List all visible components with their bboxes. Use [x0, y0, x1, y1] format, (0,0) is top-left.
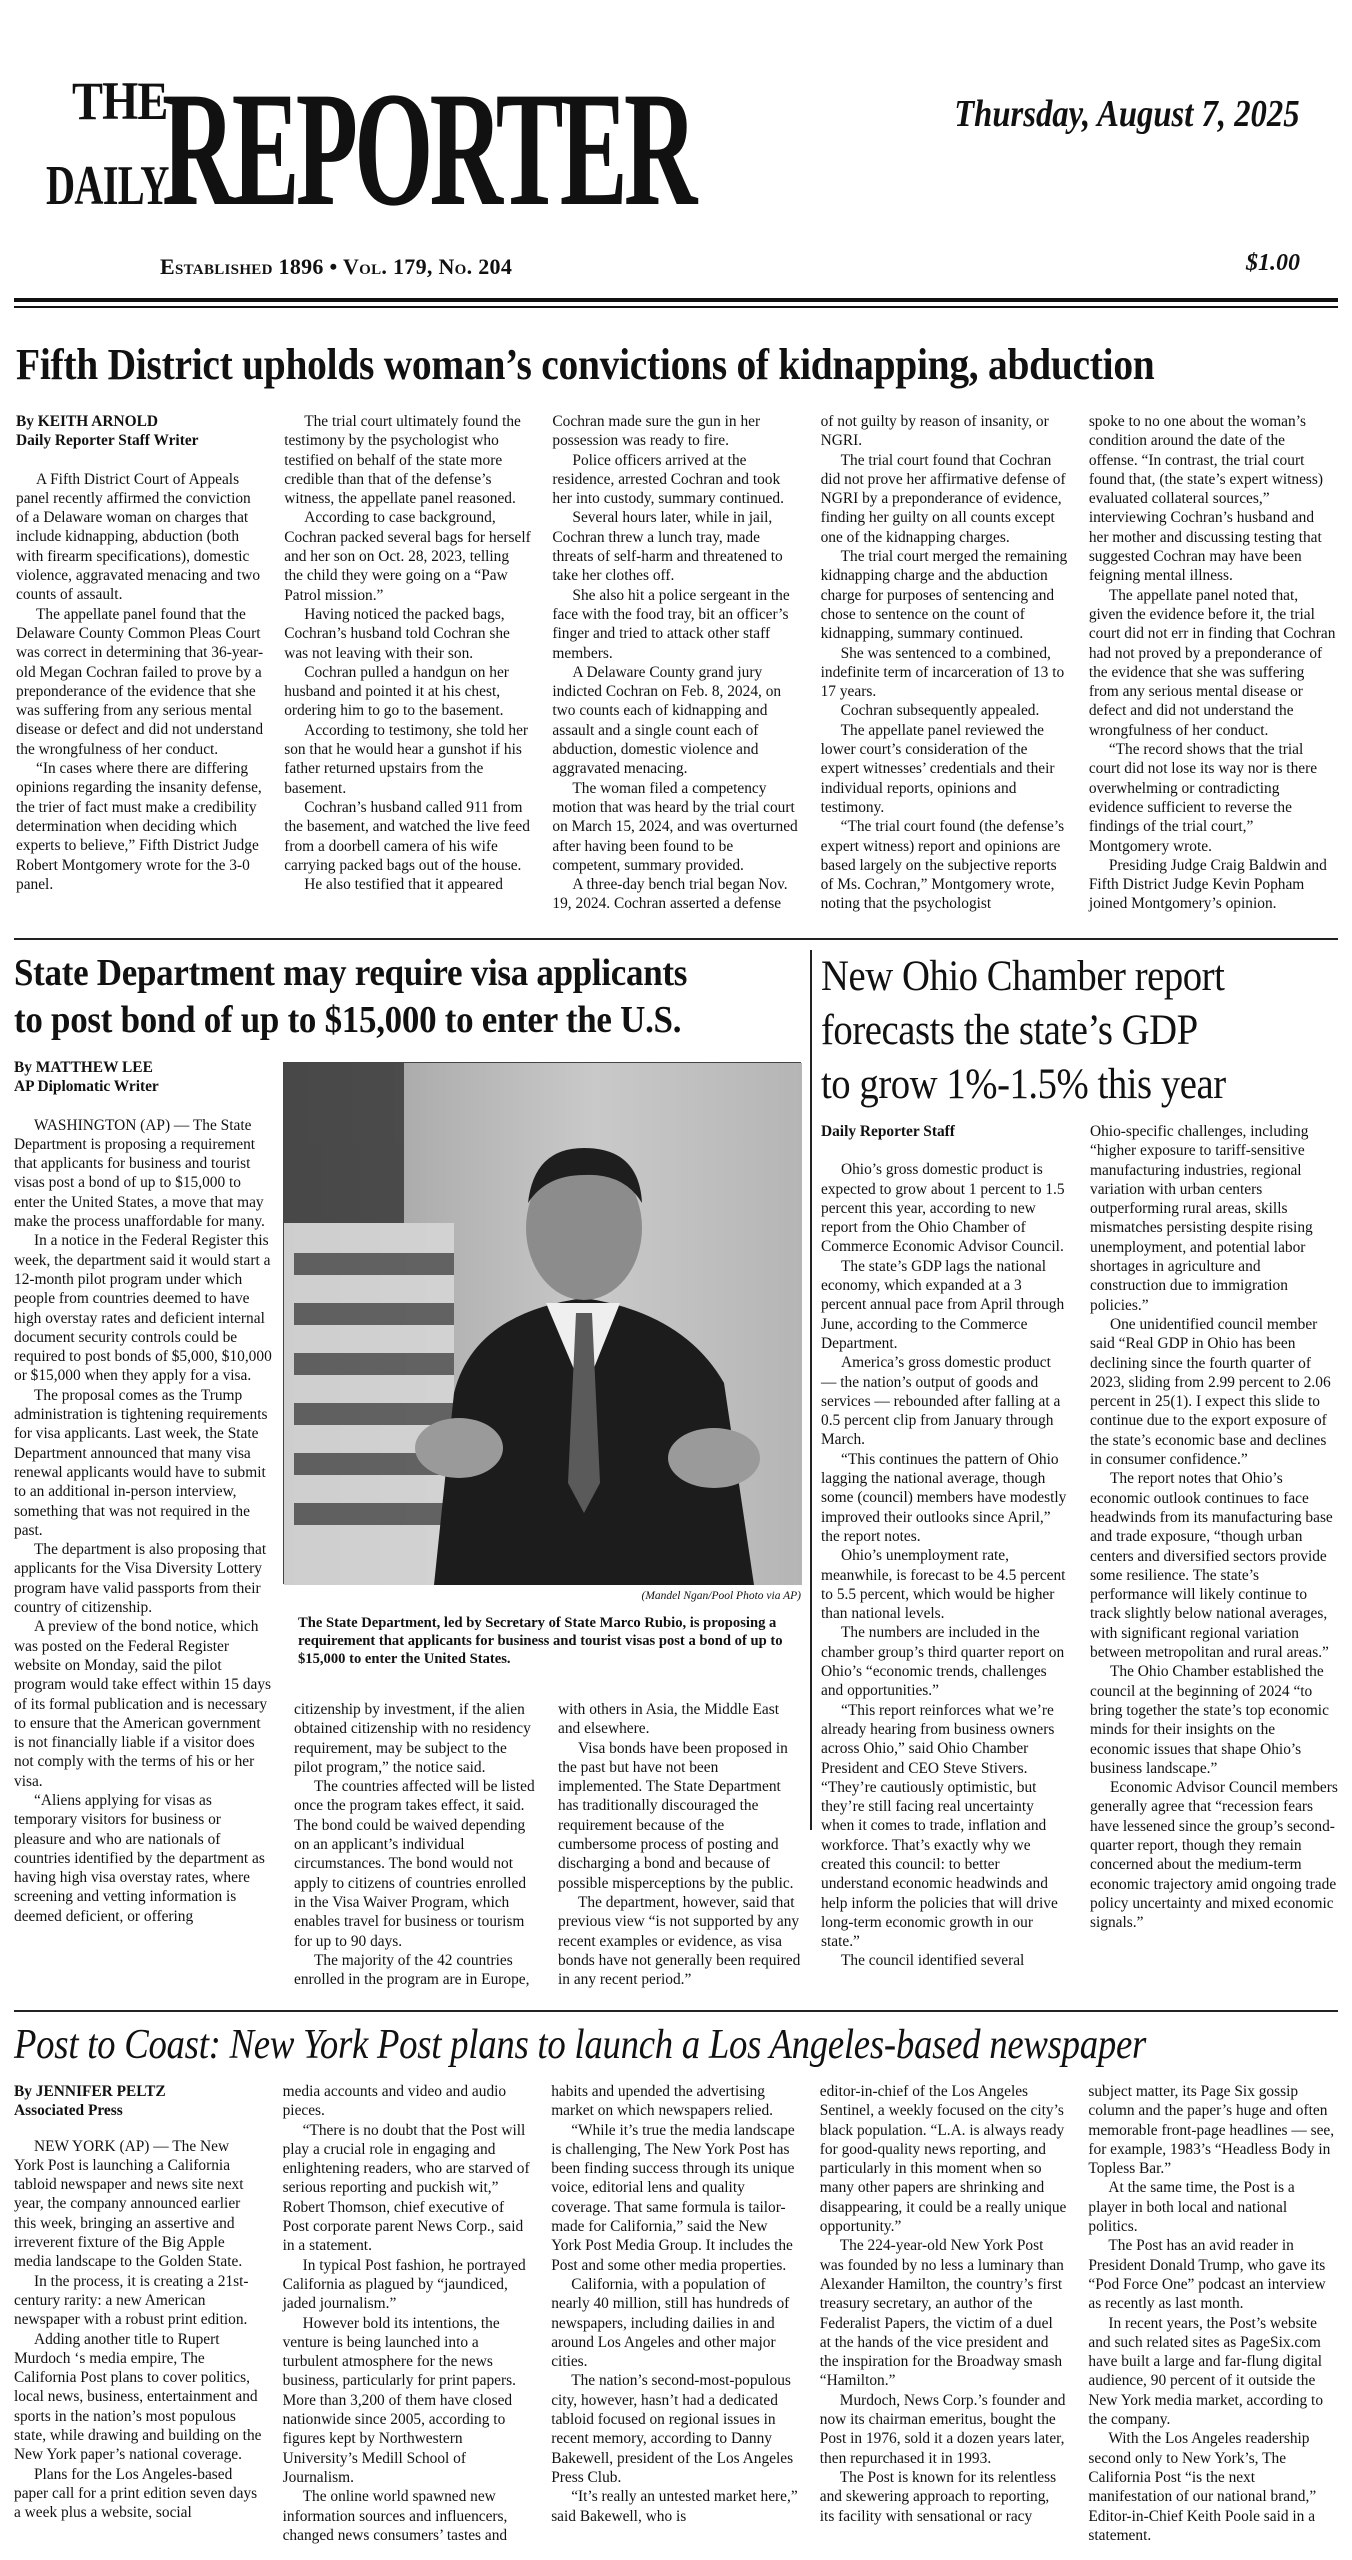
paragraph: A preview of the bond notice, which was posted on the Federal Register website on Monday, said the pilot program would take effect within 15 days of its formal publication and is necessary to ensure that the American government is not financially liable if a visitor does not comply with the terms of his or her visa. [14, 1618, 272, 1790]
paragraph: The majority of the 42 countries enrolled in the program are in Europe, [294, 1951, 530, 1989]
paragraph: The nation’s second-most-populous city, however, hasn’t had a dedicated tabloid focused on regional issues in recent memory, according to Danny Bakewell, president of the Los Angeles Press Club. [551, 2372, 794, 2486]
article4-column [1088, 2082, 1336, 2558]
article2-column [558, 1700, 801, 1989]
paragraph: The department is also proposing that applicants for the Visa Diversity Lottery program have valid passports from their country of citizenship. [14, 1541, 267, 1617]
article4-column [551, 2082, 799, 2558]
paragraph: A Delaware County grand jury indicted Cochran on Feb. 8, 2024, on two counts each of kidnapping and assault and a single count each of abduction, domestic violence and aggravated menacing. [552, 663, 782, 778]
paragraph: “While it’s true the media landscape is challenging, The New York Post has been finding success through its unique voice, editorial lens and quality coverage. That same formula is tailor-made for California,” said the New York Post Media Group. It includes the Post and some other media properties. [551, 2121, 795, 2274]
paragraph: The state’s GDP lags the national economy, which expanded at a 3 percent annual pace from April through June, according to the Commerce Department. [821, 1257, 1065, 1352]
masthead-the: THE [72, 71, 168, 131]
byline-role: Daily Reporter Staff Writer [16, 432, 199, 450]
paragraph: “This report reinforces what we’re already hearing from business owners across Ohio,” said Ohio Chamber President and CEO Steve Stivers. “They’re cautiously optimistic, but they’re still facing real uncertainty when it comes to trade, inflation and workforce. That’s exactly why we created this council: to better understand economic headwinds and help inform the policies that will drive long-term economic growth in our state.” [821, 1701, 1058, 1951]
section-divider [14, 2010, 1338, 2012]
section-divider [14, 938, 1338, 940]
photo-caption: The State Department, led by Secretary of State Marco Rubio, is proposing a requirement that applicants for business and tourist visas post a bond of up to $15,000 to enter the United States. [298, 1615, 783, 1667]
paragraph: California, with a population of nearly 40 million, still has hundreds of newspapers, including dailies in and around Los Angeles and other major cities. [551, 2275, 790, 2371]
paragraph: “In cases where there are differing opinions regarding the insanity defense, the trier of fact must make a credibility determination when deciding which experts to believe,” Fifth District Judge Robert Montgomery wrote for the 3-0 panel. [16, 760, 262, 893]
paragraph: A Fifth District Court of Appeals panel recently affirmed the conviction of a Delaware woman on charges that include kidnapping, abduction (both with firearm specifications), domestic violence, aggravated menacing and two counts of assault. [16, 470, 261, 604]
paragraph: Presiding Judge Craig Baldwin and Fifth District Judge Kevin Popham joined Montgomery’s opinion. [1088, 856, 1327, 913]
photo-image [284, 1063, 802, 1585]
article1-byline [16, 412, 263, 451]
paragraph: The trial court ultimately found the testimony by the psychologist who testified on behalf of the state more credible than that of the defense’s witness, the appellate panel reasoned. [284, 413, 521, 508]
article2-column-left [14, 1058, 273, 1925]
paragraph: According to testimony, she told her son that he would hear a gunshot if his father returned upstairs from the basement. [284, 721, 529, 797]
masthead-rule-thick [14, 298, 1338, 302]
issue-date: Thursday, August 7, 2025 [954, 93, 1300, 135]
article3-column [1090, 1122, 1338, 1932]
article3-byline [821, 1122, 1069, 1141]
paragraph: With the Los Angeles readership second only to New York’s, The California Post “is the next manifestation of our national brand,” Editor-in-Chief Keith Poole said in a statement. [1088, 2430, 1317, 2544]
paragraph: The department, however, said that previous view “is not supported by any recent examples or evidence, as visa bonds have not generally been required in any recent period.” [558, 1893, 801, 1989]
paragraph: The report notes that Ohio’s economic outlook continues to face headwinds from its manufacturing base and trade exposure, “though urban centers and diversified sectors provide some resilience. The state’s performance will likely continue to track slightly below national averages, with significant regional variation between metropolitan and rural areas.” [1090, 1470, 1333, 1662]
paragraph: Several hours later, while in jail, Cochran threw a lunch tray, made threats of self-harm and threatened to take her clothes off. [552, 509, 783, 585]
masthead [0, 0, 1352, 310]
established-volume: Established 1896 • Vol. 179, No. 204 [160, 254, 513, 279]
paragraph: In a notice in the Federal Register this week, the department said it would start a 12-month pilot program under which people from countries deemed to have high overstay rates and deficient internal document security controls could be required to post bonds of $5,000, $10,000 or $15,000 when they apply for a visa. [14, 1232, 272, 1385]
paragraph: “There is no doubt that the Post will play a crucial role in engaging and enlightening readers, who are starved of serious reporting and puckish wit,” Robert Thomson, chief executive of Post corporate parent News Corp., said in a statement. [282, 2121, 530, 2255]
paragraph: The trial court merged the remaining kidnapping charge and the abduction charge for purposes of sentencing and chose to sentence on the count of kidnapping, summary continued. [820, 548, 1068, 643]
article1-column [284, 412, 531, 922]
issue-price: $1.00 [1246, 250, 1300, 276]
headline-line: to grow 1%-1.5% this year [821, 1061, 1226, 1108]
article1-column [1089, 412, 1336, 922]
paragraph: WASHINGTON (AP) — The State Department is proposing a requirement that applicants for business and tourist visas post a bond of up to $15,000 to enter the United States, a move that may make the process unaffordable for many. [14, 1116, 265, 1231]
paragraph: She also hit a police sergeant in the face with the food tray, bit an officer’s finger and tried to attack other staff members. [552, 586, 790, 662]
article1-body [16, 412, 1336, 922]
paragraph: Visa bonds have been proposed in the past but have not been implemented. The State Department has traditionally discouraged the requirement because of the cumbersome process of posting and discharging a bond and because of possible misperceptions by the public. [558, 1739, 794, 1892]
paragraph: The Ohio Chamber established the council at the beginning of 2024 “to bring together the state’s top economic minds for their insights on the economic issues that shape Ohio’s business landscape.” [1090, 1663, 1329, 1777]
article3-column [821, 1122, 1069, 1970]
article1-headline: Fifth District upholds woman’s convictions of kidnapping, abduction [16, 340, 1155, 389]
masthead-daily: DAILY [46, 155, 169, 217]
paragraph: The 224-year-old New York Post was founded by no less a luminary than Alexander Hamilton, the country’s first treasury secretary, an author of the Federalist Papers, the victim of a duel at the hands of the vice president and the inspiration for the Broadway smash “Hamilton.” [819, 2237, 1064, 2390]
article1-column [16, 412, 263, 922]
rubio-photo [283, 1062, 801, 1584]
headline-line: to post bond of up to $15,000 to enter the U.S. [14, 999, 682, 1041]
paragraph: editor-in-chief of the Los Angeles Sentinel, a weekly focused on the city’s black population. “L.A. is always ready for good-quality news reporting, and particularly in this moment when so many other papers are shrinking and disappearing, it could be a really unique opportunity.” [819, 2083, 1067, 2236]
paragraph: Ohio’s gross domestic product is expected to grow about 1 percent to 1.5 percent this year, according to new report from the Ohio Chamber of Commerce Economic Advisor Council. [821, 1161, 1065, 1256]
paragraph: NEW YORK (AP) — The New York Post is launching a California tabloid newspaper and news site next year, the company announced earlier this week, bringing an assertive and irreverent fixture of the Big Apple media landscape to the Golden State. [14, 2137, 244, 2271]
article4-column [820, 2082, 1068, 2558]
paragraph: The appellate panel reviewed the lower court’s consideration of the expert witnesses’ credentials and their individual reports, opinions and testimony. [820, 721, 1055, 816]
paragraph: Cochran’s husband called 911 from the basement, and watched the live feed from a doorbell camera of his wife carrying packed bags out of the house. [284, 798, 530, 874]
byline-role: Associated Press [14, 2102, 123, 2120]
paragraph: The Post is known for its relentless and skewering approach to reporting, its facility with sensational or racy [819, 2468, 1057, 2525]
paragraph: One unidentified council member said “Real GDP in Ohio has been declining since the fourth quarter of 2023, sliding from 2.99 percent to 2.06 percent in 25(1). I expect this slide to continue due to the export exposure of the state’s economic base and declines in consumer confidence.” [1090, 1315, 1331, 1469]
paragraph: In typical Post fashion, he portrayed California as plagued by “jaundiced, jaded journalism.” [282, 2256, 526, 2313]
paragraph: citizenship by investment, if the alien obtained citizenship with no residency requirement, may be subject to the pilot program,” the notice said. [294, 1701, 531, 1776]
paragraph: with others in Asia, the Middle East and elsewhere. [558, 1701, 779, 1738]
paragraph: According to case background, Cochran packed several bags for herself and her son on Oct. 28, 2023, telling the child they were going on a “Paw Patrol mission.” [284, 509, 531, 604]
article4-body [14, 2082, 1336, 2558]
paragraph: media accounts and video and audio pieces. [282, 2083, 507, 2120]
paragraph: subject matter, its Page Six gossip column and the paper’s huge and often memorable front-page headlines — see, for example, 1983’s “Headless Body in Topless Bar.” [1088, 2083, 1335, 2178]
paragraph: She was sentenced to a combined, indefinite term of incarceration of 13 to 17 years. [820, 644, 1065, 701]
byline-author: By MATTHEW LEE [14, 1059, 153, 1076]
paragraph: “This continues the pattern of Ohio lagging the national average, though some (council) members have modestly improved their outlooks since April,” the report notes. [821, 1450, 1067, 1545]
paragraph: Adding another title to Rupert Murdoch ‘s media empire, The California Post plans to cover politics, local news, business, entertainment and sports in the nation’s most populous state, while drawing and building on the New York paper’s national coverage. [14, 2330, 262, 2464]
article4-byline [14, 2082, 262, 2121]
byline-role: AP Diplomatic Writer [14, 1078, 159, 1096]
paragraph: Ohio’s unemployment rate, meanwhile, is forecast to be 4.5 percent to 5.5 percent, which would be higher than national levels. [821, 1547, 1066, 1623]
headline-line: State Department may require visa applicants [14, 952, 688, 994]
paragraph: Police officers arrived at the residence, arrested Cochran and took her into custody, summary continued. [552, 451, 784, 508]
article3-headline [821, 950, 1226, 1112]
paragraph: A three-day bench trial began Nov. 19, 2024. Cochran asserted a defense [552, 876, 788, 913]
paragraph: The woman filed a competency motion that was heard by the trial court on March 15, 2024, and was overturned after having been found to be competent, summary provided. [552, 779, 798, 874]
masthead-rule-thin [14, 306, 1338, 308]
paragraph: Cochran subsequently appealed. [840, 702, 1040, 720]
article1-column [552, 412, 799, 922]
paragraph: The council identified several [841, 1952, 1025, 1970]
article4-column [283, 2082, 531, 2558]
paragraph: The Post has an avid reader in President Donald Trump, who gave its “Pod Force One” podcast an interview as recently as last month. [1088, 2237, 1326, 2313]
paragraph: The trial court found that Cochran did not prove her affirmative defense of NGRI by a preponderance of evidence, finding her guilty on all counts except one of the kidnapping charges. [820, 451, 1066, 546]
article4-column [14, 2082, 262, 2558]
byline-author: Daily Reporter Staff [821, 1123, 955, 1140]
article2-columns-lower [294, 1700, 801, 1989]
paragraph: The appellate panel noted that, given the evidence before it, the trial court did not err in finding that Cochran had not proved by a preponderance of the evidence that she was suffering from any serious mental disease or defect and did not understand the wrongfulness of her conduct. [1088, 586, 1336, 739]
paragraph: In the process, it is creating a 21st-century rarity: a new American newspaper with a robust print edition. [14, 2272, 249, 2329]
paragraph: “It’s really an untested market here,” said Bakewell, who is [551, 2488, 798, 2525]
byline-author: By KEITH ARNOLD [16, 413, 158, 430]
paragraph: “The record shows that the trial court did not lose its way nor is there overwhelming or contradicting evidence sufficient to reverse the findings of the trial court,” Montgomery wrote. [1088, 741, 1318, 855]
article2-column [14, 1058, 273, 1925]
paragraph: The appellate panel found that the Delaware County Common Pleas Court was correct in determining that 36-year-old Megan Cochran failed to prove by a preponderance of the evidence that she was suffering from any serious mental disease or defect and did not understand the wrongfulness of her conduct. [16, 605, 264, 758]
headline-line: New Ohio Chamber report [821, 953, 1225, 1000]
paragraph: “Aliens applying for visas as temporary visitors for business or pleasure and who are nationals of countries identified by the department as having high visa overstay rates, where screening and vetting information is deemed deficient, or offering [14, 1791, 265, 1925]
paragraph: Economic Advisor Council members generally agree that “recession fears have lessened since the group’s second-quarter report, though they remain concerned about the medium-term economic trajectory amid ongoing trade policy uncertainty and mixed economic signals.” [1090, 1779, 1338, 1932]
paragraph: However bold its intentions, the venture is being launched into a turbulent atmosphere for the news business, particularly for print papers. More than 3,200 of them have closed nationwide since 2005, according to figures kept by Northwestern University’s Medill School of Journalism. [282, 2314, 516, 2486]
article1-column [821, 412, 1068, 922]
article2-headline [14, 950, 687, 1044]
paragraph: Cochran made sure the gun in her possession was ready to fire. [552, 413, 761, 450]
paragraph: He also testified that it appeared [304, 876, 503, 894]
paragraph: Plans for the Los Angeles-based paper call for a print edition seven days a week plus a website, social [14, 2465, 258, 2522]
paragraph: The online world spawned new information sources and influencers, changed news consumers’ tastes and [282, 2488, 508, 2544]
article2-column [294, 1700, 537, 1989]
paragraph: habits and upended the advertising market on which newspapers relied. [551, 2083, 773, 2120]
paragraph: At the same time, the Post is a player in both local and national politics. [1088, 2179, 1295, 2236]
paragraph: The numbers are included in the chamber group’s third quarter report on Ohio’s “economic trends, challenges and opportunities.” [821, 1624, 1065, 1700]
paragraph: The proposal comes as the Trump administration is tightening requirements for visa applicants. Last week, the State Department announced that many visa renewal applicants would have to submit to an additional in-person interview, something that was not required in the past. [14, 1386, 268, 1539]
headline-line: forecasts the state’s GDP [821, 1007, 1198, 1054]
paragraph: In recent years, the Post’s website and such related sites as PageSix.com have built a large and far-flung digital audience, 90 percent of it outside the New York media market, according to the company. [1088, 2314, 1324, 2429]
paragraph: spoke to no one about the woman’s condition around the date of the offense. “In contrast, the trial court found that, (the state’s expert witness) evaluated collateral sources,” interviewing Cochran’s husband and her mother and discussing testing that suggested Cochran may have been feigning mental illness. [1088, 413, 1324, 585]
paragraph: of not guilty by reason of insanity, or NGRI. [820, 413, 1049, 450]
paragraph: America’s gross domestic product — the nation’s output of goods and services — rebounded after falling at a 0.5 percent clip from January through March. [821, 1354, 1061, 1449]
paragraph: Having noticed the packed bags, Cochran’s husband told Cochran she was not leaving with their son. [284, 605, 510, 662]
paragraph: Murdoch, News Corp.’s founder and now its chairman emeritus, bought the Post in 1976, sold it a dozen years later, then repurchased it in 1993. [819, 2391, 1066, 2467]
paragraph: Ohio-specific challenges, including “higher exposure to tariff-sensitive manufacturing industries, regional variation with urban centers outperforming rural areas, skills mismatches persisting despite rising unemployment, and potential labor shortages in agriculture and construction due to immigration policies.” [1090, 1123, 1313, 1314]
article4-headline: Post to Coast: New York Post plans to launch a Los Angeles-based newspaper [14, 2022, 1147, 2068]
paragraph: “The trial court found (the defense’s expert witness) report and opinions are based largely on the subjective reports of Ms. Cochran,” Montgomery wrote, noting that the psychologist [820, 818, 1065, 913]
photo-credit: (Mandel Ngan/Pool Photo via AP) [641, 1590, 801, 1602]
byline-author: By JENNIFER PELTZ [14, 2083, 166, 2100]
article3-body [821, 1122, 1338, 1970]
paragraph: The countries affected will be listed once the program takes effect, it said. The bond could be waived depending on an applicant’s individual circumstances. The bond would not apply to citizens of countries enrolled in the Visa Waiver Program, which enables travel for business or tourism for up to 90 days. [294, 1778, 535, 1950]
article2-byline [14, 1058, 273, 1097]
column-divider [810, 950, 812, 1830]
masthead-reporter: REPORTER [162, 59, 694, 240]
paragraph: Cochran pulled a handgun on her husband and pointed it at his chest, ordering him to go to the basement. [284, 663, 509, 720]
